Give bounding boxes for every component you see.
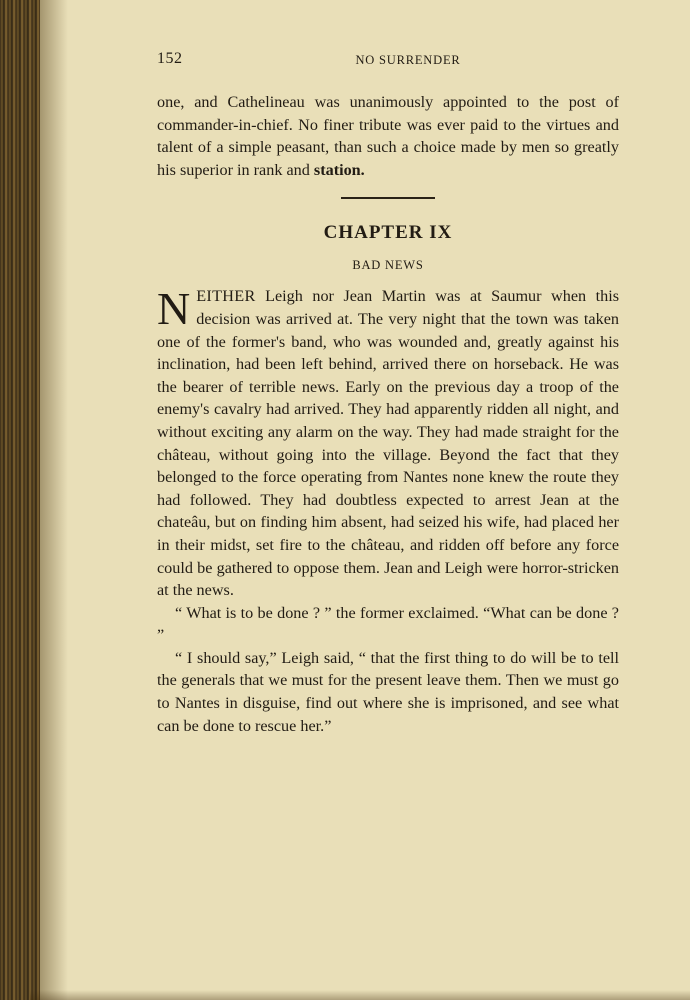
book-spine [0, 0, 40, 1000]
running-title: NO SURRENDER [355, 53, 461, 67]
section-rule [341, 197, 435, 199]
drop-cap: N [157, 283, 191, 335]
first-paragraph [157, 285, 619, 601]
chapter-subtitle: BAD NEWS [352, 258, 424, 273]
opening-paragraph [157, 91, 619, 181]
opening-paragraph-text: one, and Cathelineau was unanimously appointed to the post of commander-in-chief. No finer tribute was ever paid to the virtues and talent of a simple peasant, than such a choice made by men so greatly his superior in rank and [157, 93, 619, 179]
first-word-rest: EITHER [196, 287, 256, 306]
running-head [157, 50, 619, 76]
third-paragraph: “ I should say,” Leigh said, “ that the first thing to do will be to tell the generals that we must for the present leave them. Then we must go to Nantes in disguise, find out where she is imprisoned, and see what can be done to rescue her.” [157, 648, 619, 735]
page-number: 152 [157, 50, 183, 67]
opening-paragraph-end: station. [313, 160, 365, 179]
book-page [157, 50, 619, 737]
first-paragraph-text: Leigh nor Jean Martin was at Saumur when this decision was arrived at. The very night that the town was taken one of the former's band, who was wounded and, greatly against his inclination, had been left behind, arrived there on horseback. He was the bearer of terrible news. Early on the previous day a troop of the enemy's cavalry had arrived. They had apparently ridden all night, and without exciting any alarm on the way. They had made straight for the château, without going into the village. Beyond the fact that they belonged to the force operating from Nantes none knew the route they had followed. They had doubtless expected to arrest Jean at the chateâu, but on finding him absent, had seized his wife, had placed her in their midst, set fire to the château, and ridden off before any force could be gathered to oppose them. Jean and Leigh were horror-stricken at the news. [157, 287, 619, 600]
chapter-title: CHAPTER IX [323, 222, 453, 244]
second-paragraph: “ What is to be done ? ” the former exclaimed. “What can be done ? ” [157, 603, 619, 645]
page-bottom-edge [30, 990, 690, 1000]
gutter-shadow [40, 0, 68, 1000]
